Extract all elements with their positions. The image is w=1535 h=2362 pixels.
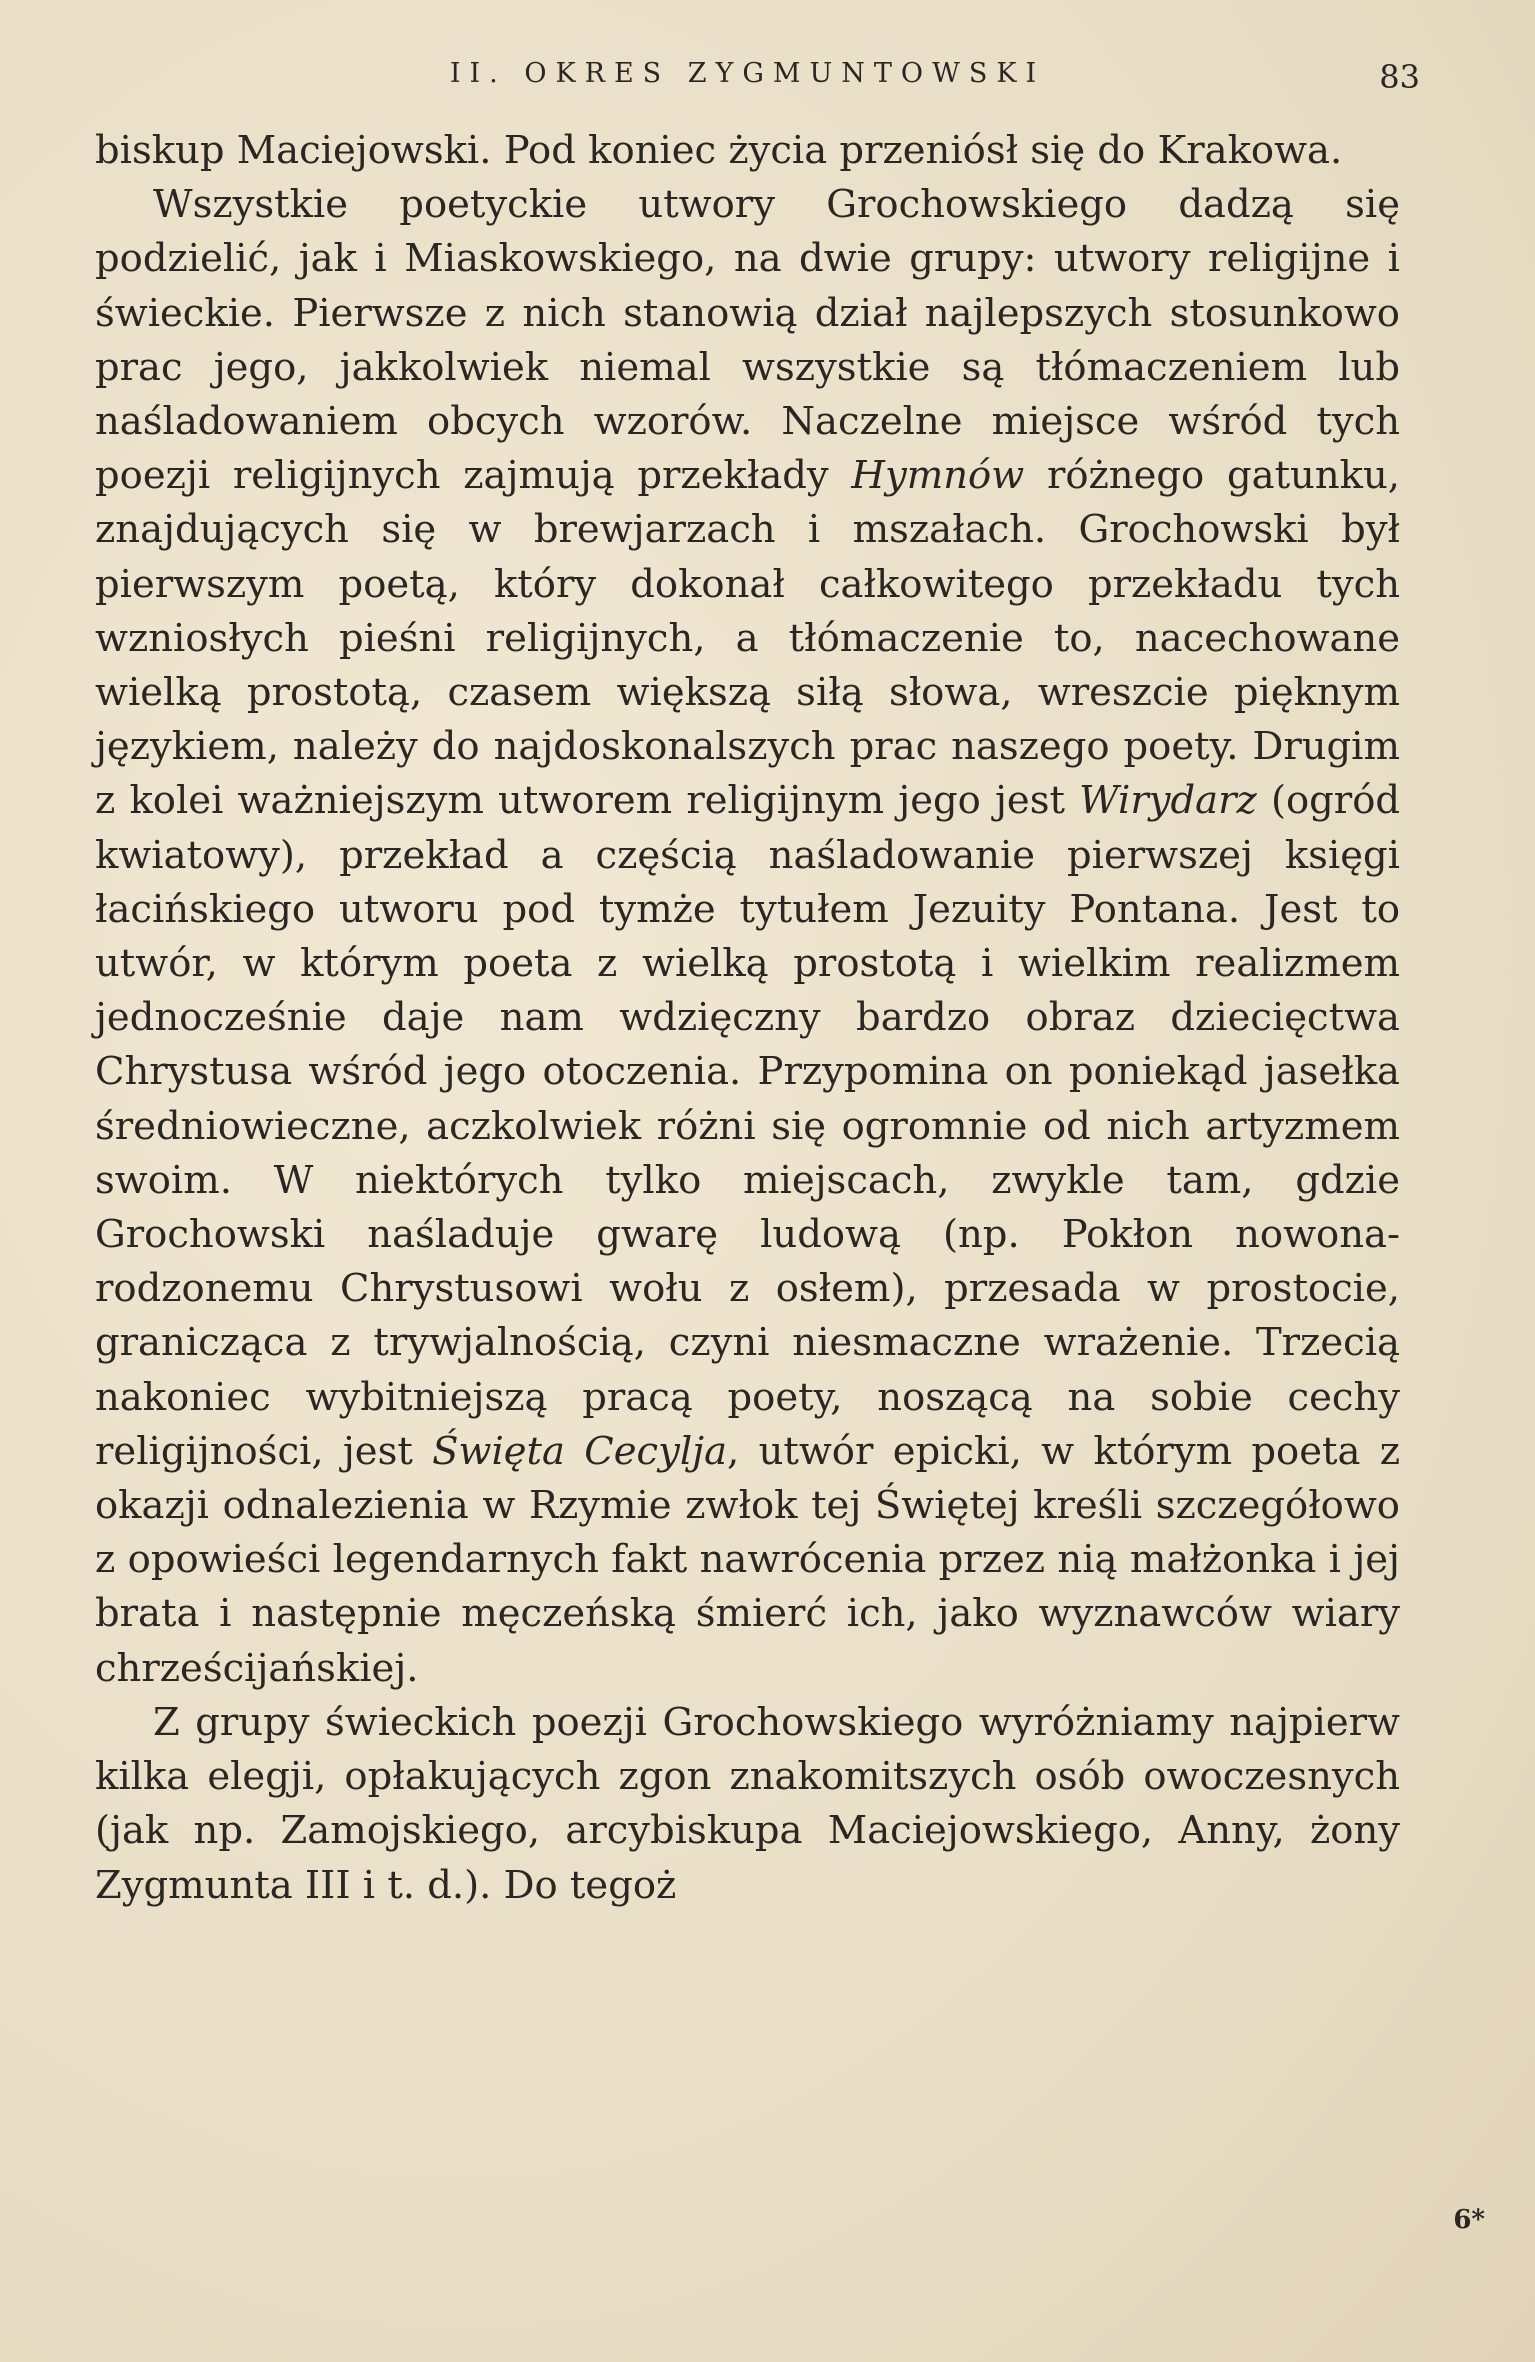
work-title-hymnow: Hymnów <box>851 453 1025 499</box>
paragraph-text-part: , utwór epicki, w którym poeta z okazji odnalezienia w Rzymie zwłok tej Świętej kreśli szczegółowo z opowieści legendarnych fakt nawrócenia przez nią małżonka i jej brata i następnie męczeńską śmierć ich, jako wyznawców wiary chrześcijańskiej. <box>95 1428 1401 1691</box>
signature-mark: 6* <box>1453 2205 1485 2235</box>
paragraph-continuation <box>95 124 1400 178</box>
running-head <box>95 58 1420 108</box>
page-number: 83 <box>1379 58 1420 96</box>
book-page <box>95 58 1420 1913</box>
running-title: II. OKRES ZYGMUNTOWSKI <box>449 58 1046 89</box>
paragraph-text-part: (ogród kwiatowy), przekład a częścią naśladowanie pierwszej księgi łacińskiego utworu pod tymże tytułem Jezuity Pontana. Jest to utwór, w którym poeta z wielką prostotą i wielkim realizmem jednocześnie daje nam wdzięczny bardzo obraz dziecięctwa Chrystusa wśród jego otoczenia. Przypomina on poniekąd jasełka średniowieczne, aczkolwiek różni się ogromnie od nich artyzmem swoim. W niektórych tylko miejscach, zwykle tam, gdzie Grochowski naśladuje gwarę ludową (np. Pokłon nowonarodzonemu Chrystusowi wołu z osłem), przesada w prostocie, granicząca z trywjalnością, czyni niesmaczne wrażenie. Trzecią nakoniec wybitniejszą pracą poety, noszącą na sobie cechy religijności, jest <box>95 778 1401 1474</box>
paragraph-text-part: różnego gatunku, znajdujących się w brewjarzach i mszałach. Grochowski był pierwszym poetą, który dokonał całkowitego przekładu tych wzniosłych pieśni religijnych, a tłómaczenie to, nacechowane wielką prostotą, czasem większą siłą słowa, wreszcie pięknym językiem, należy do najdoskonalszych prac naszego poety. Drugim z kolei ważniejszym utworem religijnym jego jest <box>95 453 1400 824</box>
work-title-swieta-cecylja: Święta Cecylja <box>432 1428 728 1474</box>
work-title-wirydarz: Wirydarz <box>1079 778 1257 824</box>
paragraph-text: Z grupy świeckich poezji Grochowskiego wyróżniamy najpierw kilka elegji, opłakujących zgon znakomitszych osób owoczesnych (jak np. Zamojskiego, arcybiskupa Maciejowskiego, Anny, żony Zygmunta III i t. d.). Do tegoż <box>95 1699 1400 1908</box>
paragraph-text-part: Wszystkie poetyckie utwory Grochowskiego dadzą się podzielić, jak i Miaskowskiego, na dwie grupy: utwory religijne i świeckie. Pierwsze z nich stanowią dział najlepszych stosunkowo prac jego, jakkolwiek niemal wszystkie są tłómaczeniem lub naśladowaniem obcych wzorów. Naczelne miejsce wśród tych poezji religijnych zajmują przekłady <box>95 182 1400 499</box>
paragraph-text: biskup Maciejowski. Pod koniec życia przeniósł się do Krakowa. <box>95 128 1343 173</box>
paragraph-religious-works <box>95 178 1400 1696</box>
body-text <box>95 124 1400 1913</box>
paragraph-secular-works <box>95 1696 1400 1913</box>
